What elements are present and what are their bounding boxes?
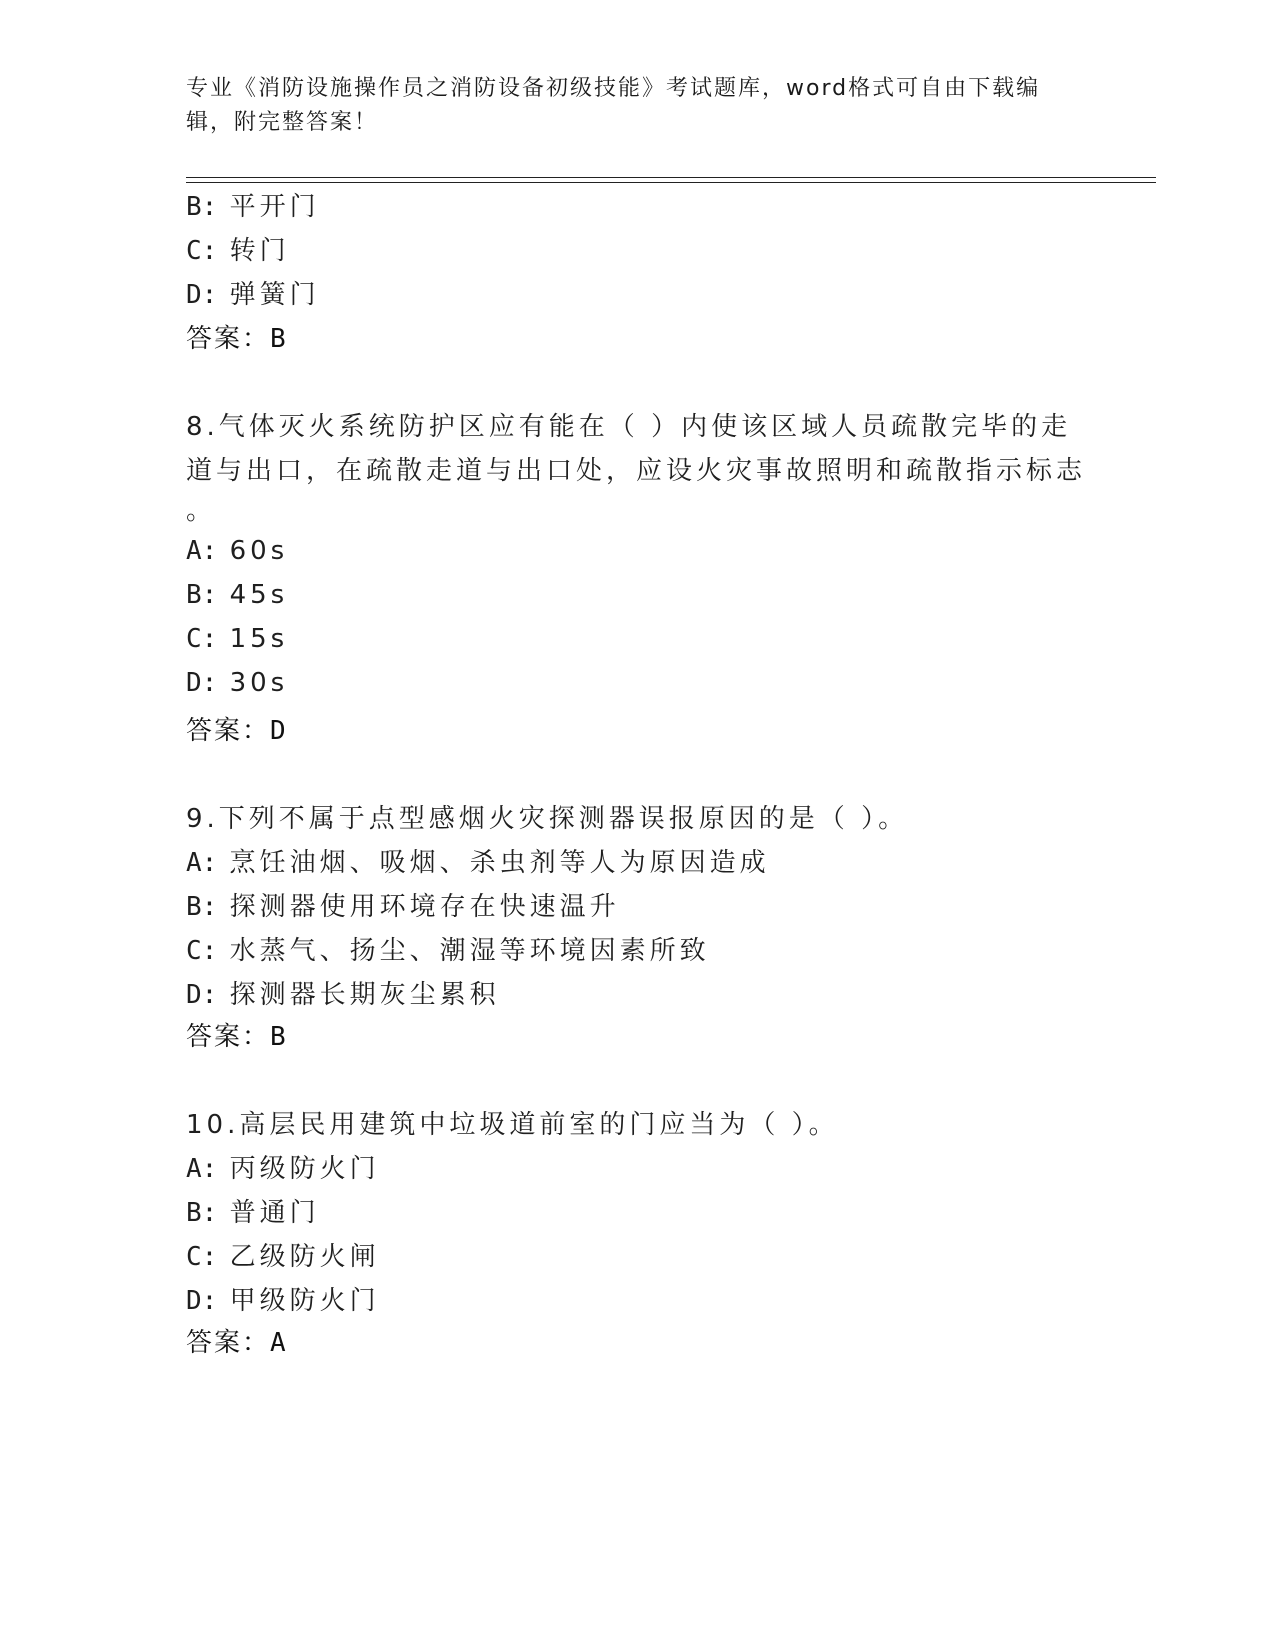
q7-answer bbox=[186, 318, 288, 355]
option-letter: D: bbox=[186, 280, 218, 310]
option-letter: C: bbox=[186, 1242, 218, 1272]
q8-option-a bbox=[186, 536, 288, 566]
option-text: 普通门 bbox=[229, 1198, 320, 1228]
answer-label: 答案： bbox=[186, 324, 271, 354]
q9-option-d bbox=[186, 974, 500, 1011]
q10-answer bbox=[186, 1322, 288, 1359]
answer-label: 答案： bbox=[186, 1328, 271, 1358]
q10-stem: 10.高层民用建筑中垃圾道前室的门应当为（ ）。 bbox=[186, 1110, 839, 1140]
option-letter: A: bbox=[186, 536, 218, 566]
option-letter: A: bbox=[186, 848, 218, 878]
option-letter: C: bbox=[186, 624, 218, 654]
q8-answer bbox=[186, 710, 288, 747]
option-letter: D: bbox=[186, 980, 218, 1010]
option-text: 探测器使用环境存在快速温升 bbox=[229, 892, 620, 922]
option-letter: B: bbox=[186, 192, 218, 222]
option-letter: C: bbox=[186, 236, 218, 266]
option-letter: D: bbox=[186, 668, 218, 698]
q8-stem-line-1: 8.气体灭火系统防护区应有能在（ ）内使该区域人员疏散完毕的走 bbox=[186, 412, 1072, 442]
answer-label: 答案： bbox=[186, 716, 271, 746]
q9-option-b bbox=[186, 886, 620, 923]
answer-value: B bbox=[270, 324, 288, 354]
option-text: 烹饪油烟、吸烟、杀虫剂等人为原因造成 bbox=[229, 848, 770, 878]
q8-option-c bbox=[186, 624, 288, 654]
q10-option-c bbox=[186, 1236, 380, 1273]
q7-option-d bbox=[186, 274, 320, 311]
option-letter: A: bbox=[186, 1154, 218, 1184]
option-text: 30s bbox=[229, 668, 289, 698]
option-text: 弹簧门 bbox=[229, 280, 320, 310]
q8-stem-line-2: 道与出口，在疏散走道与出口处，应设火灾事故照明和疏散指示标志 bbox=[186, 456, 1087, 486]
option-letter: B: bbox=[186, 1198, 218, 1228]
option-letter: B: bbox=[186, 580, 218, 610]
option-letter: C: bbox=[186, 936, 218, 966]
header-line-2: 辑，附完整答案！ bbox=[186, 110, 379, 135]
q8-option-d bbox=[186, 668, 288, 698]
q9-option-a bbox=[186, 842, 770, 879]
option-text: 转门 bbox=[229, 236, 290, 266]
option-text: 15s bbox=[229, 624, 289, 654]
option-text: 乙级防火闸 bbox=[229, 1242, 380, 1272]
answer-value: A bbox=[270, 1328, 288, 1358]
header-line-1: 专业《消防设施操作员之消防设备初级技能》考试题库，word格式可自由下载编 bbox=[186, 76, 1041, 101]
q7-option-c bbox=[186, 230, 290, 267]
answer-label: 答案： bbox=[186, 1022, 271, 1052]
option-text: 水蒸气、扬尘、潮湿等环境因素所致 bbox=[229, 936, 710, 966]
header-divider-bottom bbox=[186, 182, 1156, 183]
q9-answer bbox=[186, 1016, 288, 1053]
option-text: 甲级防火门 bbox=[229, 1286, 380, 1316]
option-text: 45s bbox=[229, 580, 289, 610]
answer-value: B bbox=[270, 1022, 288, 1052]
q10-option-b bbox=[186, 1192, 320, 1229]
option-text: 探测器长期灰尘累积 bbox=[229, 980, 500, 1010]
option-letter: B: bbox=[186, 892, 218, 922]
q10-option-d bbox=[186, 1280, 380, 1317]
option-letter: D: bbox=[186, 1286, 218, 1316]
header-divider-top bbox=[186, 177, 1156, 178]
q10-option-a bbox=[186, 1148, 380, 1185]
answer-value: D bbox=[270, 716, 288, 746]
q7-option-b bbox=[186, 186, 320, 223]
q9-option-c bbox=[186, 930, 710, 967]
option-text: 60s bbox=[229, 536, 289, 566]
q9-stem: 9.下列不属于点型感烟火灾探测器误报原因的是（ ）。 bbox=[186, 804, 909, 834]
option-text: 平开门 bbox=[229, 192, 320, 222]
q8-option-b bbox=[186, 580, 288, 610]
q8-stem-line-3: 。 bbox=[186, 496, 217, 526]
document-header bbox=[186, 72, 1086, 140]
option-text: 丙级防火门 bbox=[229, 1154, 380, 1184]
